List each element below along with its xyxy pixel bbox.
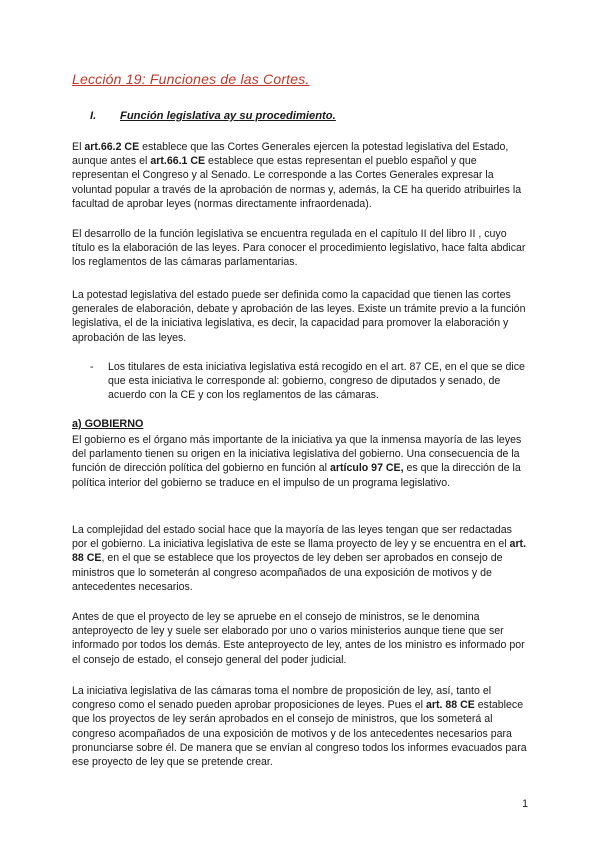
paragraph-3: La potestad legislativa del estado puede ser definida como la capacidad que tienen las cortes generales de elaboración, debate y aprobación de las leyes. Existe un trámite previo a la función legislativa, el de la iniciativa legislativa, es decir, la capacidad para promover la elaboración y aprobación de las leyes. (72, 289, 526, 344)
paragraph-1 (72, 140, 528, 211)
section-heading-text: Función legislativa ay su procedimiento. (120, 110, 336, 122)
bullet-text: Los titulares de esta iniciativa legislativa está recogido en el art. 87 CE, en el que se dice que esta iniciativa le corresponde al: gobierno, congreso de diputados y senado, de acuerdo con la CE y con los reglamentos de las cámaras. (108, 361, 525, 402)
p7-text-a: La iniciativa legislativa de las cámaras toma el nombre de proposición de ley, así, tanto el congreso como el senado pueden aprobar proposiciones de leyes. Pues el (72, 685, 492, 712)
p4-text-a: El gobierno es el órgano más importante de la iniciativa ya que la inmensa mayoría de las leyes del parlamento tienen su origen en la iniciativa legislativa del gobierno. Una consecuencia de la función de dirección política del gobierno en función al (72, 434, 522, 475)
paragraph-2: El desarrollo de la función legislativa se encuentra regulada en el capítulo II del libro II , cuyo título es la elaboración de las leyes. Para conocer el procedimiento legislativo, hace falta abdicar los reglamentos de las cámaras parlamentarias. (72, 228, 526, 269)
paragraph-7 (72, 684, 528, 769)
p4-text-b: es que la dirección de la política interior del gobierno se traduce en el impulso de un programa legislativo. (72, 462, 521, 489)
p5-text-b: , en el que se establece que los proyectos de ley deben ser aprobados en consejo de ministros que lo someterán al congreso acompañados de una exposición de motivos y de antecedentes necesarios. (72, 552, 503, 593)
p5-bold-ref: art. 88 CE (72, 538, 527, 565)
section-heading (90, 109, 336, 123)
paragraph-4 (72, 433, 528, 490)
p1-bold-ref-2: art.66.1 CE (150, 155, 206, 168)
p5-text-a: La complejidad del estado social hace que la mayoría de las leyes tengan que ser redactadas por el gobierno. La iniciativa legislativa de este se llama proyecto de ley y se encuentra en el (72, 524, 512, 551)
p1-text-a: El (72, 141, 85, 153)
bullet-dash: - (90, 361, 94, 373)
lesson-title: Lección 19: Funciones de las Cortes. (72, 71, 310, 87)
page-number: 1 (522, 798, 528, 810)
p1-bold-ref-1: art.66.2 CE (84, 141, 140, 153)
p7-bold-ref: art. 88 CE (425, 699, 475, 712)
p1-text-b: establece que las Cortes Generales ejercen la potestad legislativa del Estado, aunque antes el (72, 141, 509, 168)
section-number: I. (90, 110, 97, 122)
paragraph-5 (72, 523, 528, 594)
subheading-gobierno: a) GOBIERNO (72, 418, 144, 430)
p1-text-c: establece que estas representan el pueblo español y que representan el Congreso y al Senado. Le corresponde a las Cortes Generales expresar la voluntad popular a través de la aprobación de normas y, además, la CE ha querido atribuirles la facultad de aprobar leyes (normas directamente infraordenada). (72, 155, 522, 210)
p4-bold-ref: artículo 97 CE, (329, 462, 404, 475)
paragraph-6: Antes de que el proyecto de ley se apruebe en el consejo de ministros, se le denomina anteproyecto de ley y suele ser elaborado por uno o varios ministerios aunque tiene que ser informado por todos los demás. Este anteproyecto de ley, antes de los ministro es informado por el consejo de estado, el consejo general del poder judicial. (72, 611, 525, 666)
p7-text-b: establece que los proyectos de ley serán aprobados en el consejo de ministros, que los someterá al congreso acompañados de una exposición de motivos y de los antecedentes necesarios para pronunciarse sobre él. De manera que se envían al congreso todos los informes evacuados para ese proyecto de ley que se pretende crear. (72, 699, 527, 769)
